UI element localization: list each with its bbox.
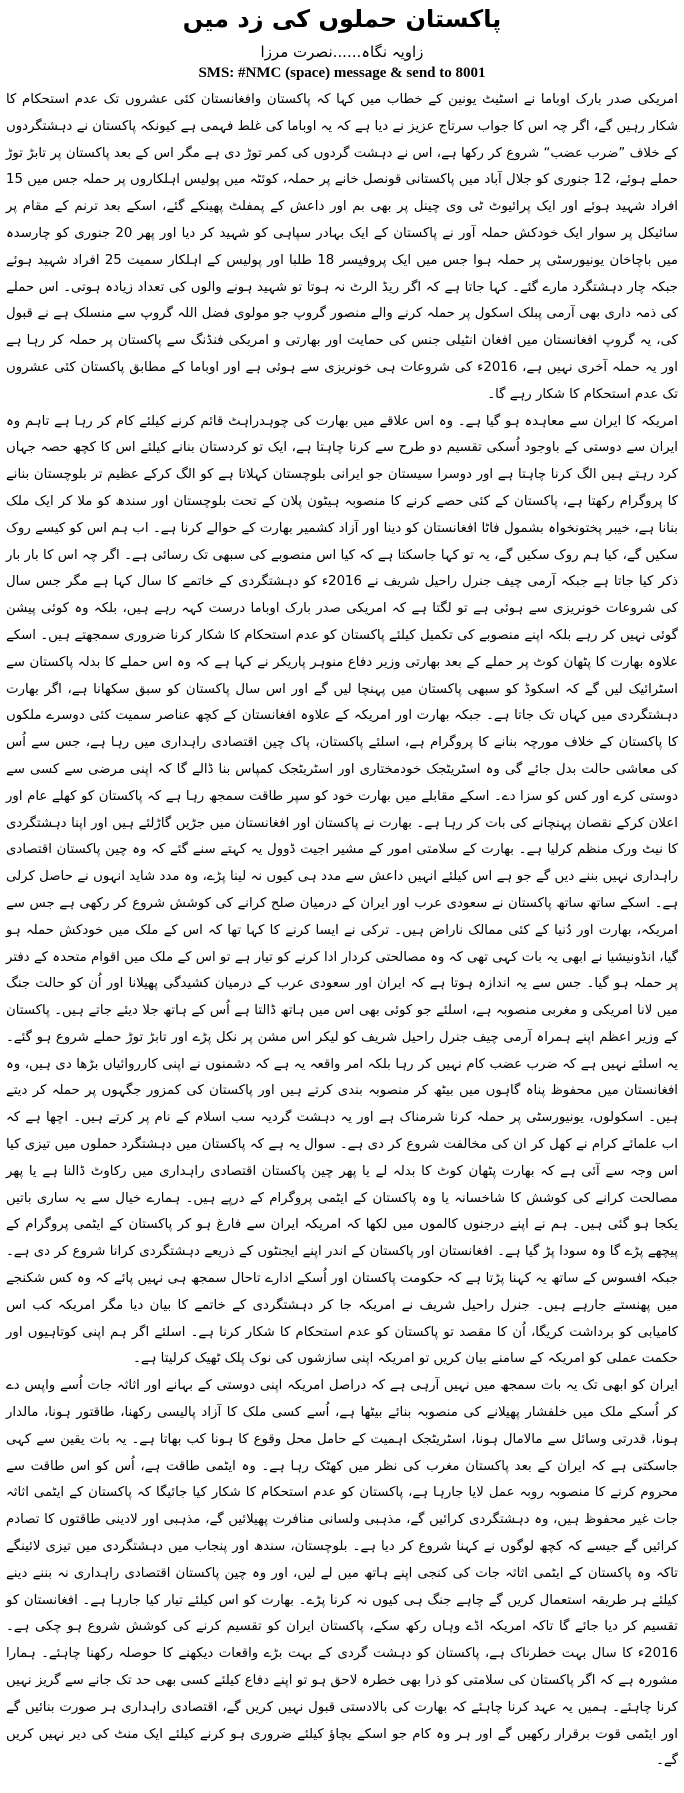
sms-line: SMS: #NMC (space) message & send to 8001 xyxy=(198,65,486,81)
article-body xyxy=(6,87,678,1775)
byline: زاویہ نگاہ......نصرت مرزا xyxy=(260,43,424,61)
paragraph: امریکی صدر بارک اوباما نے اسٹیٹ یونین کے خطاب میں کہا کہ پاکستان وافغانستان کئی عشروں تک عدم استحکام کا شکار رہیں گے، اگر چہ اس کا جواب سرتاج عزیز نے دیا ہے کہ یہ اوباما کی غلط فہمی ہے کیونکہ پاکستان نے دہشتگردوں کے خلاف ”ضرب عضب“ شروع کر رکھا ہے، اس نے دہشت گردوں کی کمر توڑ دی ہے مگر اس کے بعد پاکستان پر تابڑ توڑ حملے ہوئے، 12 جنوری کو جلال آباد میں پاکستانی قونصل خانے پر حملہ، کوئٹہ میں پولیس اہلکاروں پر حملہ جس میں 15 افراد شہید ہوئے اور ایک پرائیوٹ ٹی وی چینل پر بھی بم اور داعش کے پمفلٹ پھینکے گئے، اسکے بعد ترنم کے مقام پر سائیکل پر سوار ایک خودکش حملہ آور نے پاکستان کے ایک بہادر سپاہی کو شہید کر دیا اور پھر 20 جنوری کو چارسدہ میں باچاخان یونیورسٹی پر حملہ ہوا جس میں ایک پروفیسر 18 طلبا اور پولیس کے اہلکار سمیت 25 افراد شہید ہوئے جبکہ چار دہشتگرد مارے گئے۔ کہا جاتا ہے کہ اگر ریڈ الرٹ نہ ہوتا تو شہید ہونے والوں کی تعداد زیادہ ہوتی۔ اس حملے کی ذمہ داری بھی آرمی پبلک اسکول پر حملہ کرنے والے منصور گروپ جو مولوی فضل اللہ گروپ سے منسلک ہے نے قبول کی، یہ گروپ افغانستان میں افغان انٹیلی جنس کی حمایت اور بھارتی و امریکی فنڈنگ سے پاکستان پر حملہ کر رہا ہے اور یہ حملہ آخری نہیں ہے، 2016ء کی شروعات ہی خونریزی سے ہوئی ہے اور اوباما کے مطابق پاکستان کئی عشروں تک عدم استحکام کا شکار رہے گا۔ xyxy=(5,92,679,402)
headline: پاکستان حملوں کی زد میں xyxy=(182,5,502,33)
paragraph: امریکہ کا ایران سے معاہدہ ہو گیا ہے۔ وہ اس علاقے میں بھارت کی چوہدراہٹ قائم کرنے کیلئے کام کر رہا ہے تاہم وہ ایران سے دوستی کے باوجود اُسکی تقسیم دو طرح سے کرنا چاہتا ہے، ایک تو کردستان بنانے کیلئے اس کا کچھ حصہ جہاں کرد رہتے ہیں الگ کرنا چاہتا ہے اور دوسرا سیستان جو ایرانی بلوچستان کہلاتا ہے کو الگ کرکے عظیم تر بلوچستان بنانے کا پروگرام رکھتا ہے، پاکستان کے کئی حصے کرنے کا منصوبہ ہیٹون پلان کے تحت بلوچستان اور سندھ کو ملا کر ایک ملک بنانا ہے، خیبر پختونخواہ بشمول فاٹا افغانستان کو دینا اور آزاد کشمیر بھارت کے حوالے کرنا ہے۔ اب ہم اس کو کیسے روک سکیں گے، کیا ہم روک سکیں گے، یہ تو کہا جاسکتا ہے کہ کیا اس منصوبے کی سبھی تک رسائی ہے۔ اگر چہ اس کا بار بار ذکر کیا جاتا ہے جبکہ آرمی چیف جنرل راحیل شریف نے 2016ء کو دہشتگردی کے خاتمے کا سال کہا ہے مگر جس سال کی شروعات خونریزی سے ہوئی ہے تو لگتا ہے کہ امریکی صدر بارک اوباما درست کہہ رہے ہیں، بلکہ وہ کوئی پیشن گوئی نہیں کر رہے بلکہ اپنے منصوبے کی تکمیل کیلئے پاکستان کو عدم استحکام کا شکار کرنا ضروری سمجھتے ہیں۔ اسکے علاوہ بھارت کا پٹھان کوٹ پر حملے کے بعد بھارتی وزیر دفاع منوہر پاریکر نے کہا ہے کہ وہ اس حملے کا بدلہ پاکستان سے اسٹرائیک لیں گے کہ اسکوڈ کو سبھی پاکستان میں پہنچا لیں گے اور اس سال پاکستان کو سبق سکھانا ہے، اگر بھارت دہشتگردی میں کہاں تک جاتا ہے۔ جبکہ بھارت اور امریکہ کے علاوہ افغانستان کے کچھ عناصر سمیت کئی دوسرے ملکوں کا پاکستان کے خلاف مورچہ بنانے کا پروگرام ہے، اسلئے پاکستان، پاک چین اقتصادی راہداری میں رہا ہے، جس سے اُس کی معاشی حالت بدل جائے گی وہ اسٹریٹجک خودمختاری اور اسٹریٹجک کمپاس بنا ڈالے گا کہ اپنی مرضی سے کسی سے دوستی کرے اور کس کو سزا دے۔ اسکے مقابلے میں بھارت خود کو سپر طاقت سمجھ رہا ہے کہ پاکستان کو کھلے عام اور اعلان کرکے نقصان پہنچانے کی بات کر رہا ہے۔ بھارت نے پاکستان اور افغانستان میں جڑیں گاڑلئے ہیں اور اپنا دہشتگردی کا نیٹ ورک منظم کرلیا ہے۔ بھارت کے سلامتی امور کے مشیر اجیت ڈوول یہ کہتے سنے گئے کہ وہ چین پاکستان اقتصادی راہداری نہیں بننے دیں گے جو ہے اس کیلئے انہیں داعش سے مدد ہی کیوں نہ لینا پڑے، وہ مدد شاید انہوں نے حاصل کرلی ہے۔ اسکے ساتھ ساتھ پاکستان نے سعودی عرب اور ایران کے درمیان صلح کرانے کی کوشش شروع کر رکھی ہے جس سے امریکہ، بھارت اور دُنیا کے کئی ممالک ناراض ہیں۔ ترکی نے ایسا کرنے کا کہا تھا کہ اس کے ملک میں خودکش حملہ ہو گیا، انڈونیشیا نے ابھی یہ بات کہی تھی کہ وہ مصالحتی کردار ادا کرنے کو تیار ہے تو اس کے ملک میں اقوام متحدہ کے دفتر پر حملہ ہو گیا۔ جس سے یہ اندازہ ہوتا ہے کہ ایران اور سعودی عرب کے درمیان کشیدگی پھیلانا اور اُن کو حالت جنگ میں لانا امریکی و مغربی منصوبہ ہے، اسلئے جو کوئی بھی اس میں ہاتھ ڈالتا ہے اُس کے ہاتھ جلا دیئے جاتے ہیں۔ پاکستان کے وزیر اعظم اپنے ہمراہ آرمی چیف جنرل راحیل شریف کو لیکر اس مشن پر نکل پڑے اور تابڑ توڑ حملے شروع ہو گئے۔ یہ اسلئے نہیں ہے کہ ضرب عضب کام نہیں کر رہا بلکہ امر واقعہ یہ ہے کہ دشمنوں نے اپنی کارروائیاں بڑھا دی ہیں، وہ افغانستان میں محفوظ پناہ گاہوں میں بیٹھ کر منصوبہ بندی کرتے ہیں اور پاکستان کی کمزور جگہوں پر حملہ کر دیتے ہیں۔ اسکولوں، یونیورسٹی پر حملہ کرنا شرمناک ہے اور یہ دہشت گردیہ سب اسلام کے نام پر کرتے ہیں۔ اچھا ہے کہ اب علمائے کرام نے کھل کر ان کی مخالفت شروع کر دی ہے۔ سوال یہ ہے کہ پاکستان میں دہشتگرد حملوں میں تیزی کیا اس وجہ سے آئی ہے کہ بھارت پٹھان کوٹ کا بدلہ لے یا پھر چین پاکستان اقتصادی راہداری میں رکاوٹ ڈالنا ہے یا پھر مصالحت کرانے کی کوشش کا شاخسانہ یا وہ پاکستان کے ایٹمی پروگرام کے درپے ہیں۔ ہمارے خیال سے یہ ساری باتیں یکجا ہو گئی ہیں۔ ہم نے اپنے درجنوں کالموں میں لکھا کہ امریکہ ایران سے فارغ ہو کر پاکستان کے ایٹمی پروگرام کے پیچھے پڑے گا وہ سودا پڑ گیا ہے۔ افغانستان اور پاکستان کے اندر اپنے ایجنٹوں کے ذریعے دہشتگردی کرانا شروع کر دی ہے۔ جبکہ افسوس کے ساتھ یہ کہنا پڑتا ہے کہ حکومت پاکستان اور اُسکے ادارے تاحال سمجھ ہی نہیں پائے کہ وہ کس شکنجے میں پھنستے جارہے ہیں۔ جنرل راحیل شریف نے امریکہ جا کر دہشتگردی کے خاتمے کا بیان دیا مگر امریکہ کب اس کامیابی کو برداشت کریگا، اُن کا مقصد تو پاکستان کو عدم استحکام کا شکار کرنا ہے۔ اسلئے اگر ہم اپنی کوتاہیوں اور حکمت عملی کو امریکہ کے سامنے بیان کریں تو امریکہ اپنی سازشوں کی نوک پلک ٹھیک کرلیتا ہے۔ xyxy=(6,413,678,1367)
paragraph: ایران کو ابھی تک یہ بات سمجھ میں نہیں آرہی ہے کہ دراصل امریکہ اپنی دوستی کے بہانے اور اثاثہ جات اُسے واپس دے کر اُسکے ملک میں خلفشار پھیلانے کی منصوبہ بنائے بیٹھا ہے، اُسے کسی ملک کا آزاد پالیسی رکھنا، طاقتور ہونا، مالدار ہونا، قدرتی وسائل سے مالامال ہونا، اسٹریٹجک اہمیت کے حامل محل وقوع کا ہونا کب بھاتا ہے۔ یہ بات یقین سے کہی جاسکتی ہے کہ ایران کے بعد پاکستان مغرب کی نظر میں کھٹک رہا ہے۔ وہ ایٹمی طاقت ہے، اُس کو اس طاقت سے محروم کرنے کا منصوبہ روبہ عمل لایا جارہا ہے، پاکستان کو عدم استحکام کا شکار کیا جائیگا کہ پاکستان کے ایٹمی اثاثہ جات غیر محفوظ ہیں، وہ دہشتگردی کرائیں گے، مذہبی ولسانی منافرت پھیلائیں گے، مذہبی اور لادینی طاقتوں کا تصادم کرائیں گے جیسے کہ کچھ لوگوں نے کہنا شروع کر دیا ہے۔ بلوچستان، سندھ اور پنجاب میں دہشتگردی میں تیزی لائینگے تاکہ وہ پاکستان کے ایٹمی اثاثہ جات کی کنجی اپنے ہاتھ میں لے لیں، اور وہ چین پاکستان اقتصادی راہداری نہ بننے دینے کیلئے ہر طریقہ استعمال کریں گے چاہے جنگ ہی کیوں نہ کرنا پڑے۔ بھارت کو اس کیلئے تیار کیا جارہا ہے۔ افغانستان کو تقسیم کر دیا جائے گا تاکہ امریکہ اڈے وہاں رکھ سکے، پاکستان ایران کو تقسیم کرنے کی کوشش شروع ہو چکی ہے۔ 2016ء کا سال بہت خطرناک ہے، پاکستان کو دہشت گردی کے بہت بڑے واقعات دیکھنے کا حوصلہ رکھنا چاہئے۔ ہمارا مشورہ ہے کہ اگر پاکستان کی سلامتی کو ذرا بھی خطرہ لاحق ہو تو اپنے دفاع کیلئے کسی بھی حد تک جانے سے گریز نہیں کرنا چاہئے۔ ہمیں یہ عہد کرنا چاہئے کہ بھارت کی بالادستی قبول نہیں کریں گے، اقتصادی راہداری ہر صورت بنائیں گے اور ایٹمی قوت برقرار رکھیں گے اور ہر وہ کام جو اسکے بچاؤ کیلئے ضروری ہو کرنے کیلئے ایک منٹ کی دیر نہیں کریں گے۔ xyxy=(6,1378,678,1769)
